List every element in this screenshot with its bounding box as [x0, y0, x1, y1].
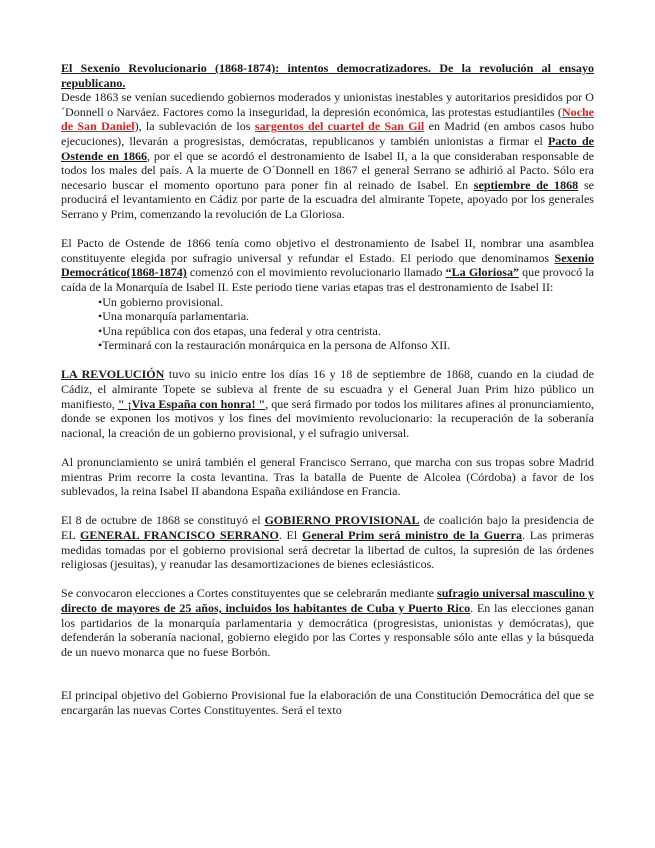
- highlight-general-serrano: GENERAL FRANCISCO SERRANO: [79, 528, 279, 542]
- paragraph-spacer: [61, 222, 594, 237]
- text-run: , por el que se acordó el destronamiento de Isabel II, a la que consideraban responsable de todos los males del país. A la muerte de O´Donnell en 1867 el general Serrano se adhirió al Pacto. Sólo era necesario buscar el momento oportuno para poner fin al reinado de Isabel. En: [61, 148, 594, 192]
- highlight-sargentos-san-gil: sargentos del cuartel de San Gil: [254, 119, 425, 134]
- text-run: que provocó la caída de la Monarquía de Isabel II. Este periodo tiene varias etapas tras el destronamiento de Isabel II:: [61, 265, 594, 294]
- text-run: en Madrid (en ambos casos hubo ejecuciones), llevarán a progresistas, demócratas, republicanos y también unionistas a firmar el: [61, 119, 595, 148]
- highlight-la-gloriosa: “La Gloriosa”: [445, 265, 520, 280]
- text-run: Se convocaron elecciones a Cortes constituyentes que se celebrarán mediante: [61, 586, 438, 601]
- highlight-noche-san-daniel: Noche de San Daniel: [61, 104, 594, 134]
- list-item: • Terminará con la restauración monárquica en la persona de Alfonso XII.: [98, 338, 594, 353]
- text-run: , que será firmado por todos los militares afines al pronunciamiento, donde se exponen los motivos y los fines del movimiento revolucionario: la recuperación de la soberanía nacional, la creación de un gobierno provisional, y el sufragio universal.: [61, 396, 594, 440]
- text-run: comenzó con el movimiento revolucionario llamado: [186, 265, 446, 280]
- text-run: Desde 1863 se venían sucediendo gobiernos moderados y unionistas inestables y autoritarios presididos por O´Donnell o Narváez. Factores como la inseguridad, la depresión económica, las protestas estudiantiles (: [61, 90, 594, 119]
- paragraph-revolucion: [61, 367, 594, 440]
- text-run: ), la sublevación de los: [134, 119, 255, 134]
- paragraph-background: [61, 90, 594, 221]
- highlight-gobierno-provisional: GOBIERNO PROVISIONAL: [264, 513, 420, 528]
- paragraph-elecciones: [61, 586, 594, 659]
- paragraph-pronunciamiento: Al pronunciamiento se unirá también el general Francisco Serrano, que marcha con sus tropas sobre Madrid mientras Prim recorre la costa levantina. Tras la batalla de Puente de Alcolea (Córdoba) a favor de los sublevados, la reina Isabel II abandona España exiliándose en Francia.: [61, 455, 594, 499]
- text-run: tuvo su inicio entre los días 16 y 18 de septiembre de 1868, cuando en la ciudad de Cádiz, el almirante Topete se subleva al frente de su escuadra y el General Juan Prim hizo público un manifiesto,: [61, 367, 595, 411]
- highlight-sufragio-universal: sufragio universal masculino y directo de mayores de 25 años, incluidos los habitantes de Cuba y Puerto Rico: [61, 586, 594, 615]
- highlight-sexenio-democratico: Sexenio Democrático(1868-1874): [61, 250, 594, 280]
- document-page: [61, 61, 594, 718]
- document-heading: El Sexenio Revolucionario (1868-1874): intentos democratizadores. De la revolución al ensayo republicano.: [61, 61, 594, 90]
- paragraph-spacer: [61, 659, 594, 688]
- text-run: de coalición bajo la presidencia de EL: [61, 513, 594, 542]
- list-item: • Una república con dos etapas, una federal y otra centrista.: [98, 324, 594, 339]
- paragraph-spacer: [61, 499, 594, 514]
- paragraph-constitucion: El principal objetivo del Gobierno Provisional fue la elaboración de una Constitución Democrática del que se encargarán las nuevas Cortes Constituyentes. Será el texto: [61, 688, 594, 717]
- list-item: • Una monarquía parlamentaria.: [98, 309, 594, 324]
- highlight-pacto-ostende: Pacto de Ostende en 1866: [61, 133, 594, 163]
- text-run: . En las elecciones ganan los partidarios de la monarquía parlamentaria y democrática (progresistas, unionistas y demócratas), que defenderán la soberanía nacional, gobierno elegido por las Cortes y responsable sólo ante ellas y la búsqueda de un nuevo monarca que no fuese Borbón.: [61, 600, 594, 659]
- highlight-septiembre-1868: septiembre de 1868: [473, 177, 579, 192]
- paragraph-pacto-ostende: [61, 236, 594, 294]
- text-run: El Pacto de Ostende de 1866 tenía como objetivo el destronamiento de Isabel II, nombrar una asamblea constituyente elegida por sufragio universal y refundar el Estado. El periodo que denominamos: [61, 236, 594, 265]
- list-item: • Un gobierno provisional.: [98, 295, 594, 310]
- text-run: se producirá el levantamiento en Cádiz por parte de la escuadra del almirante Topete, apoyado por los generales Serrano y Prim, comenzando la revolución de La Gloriosa.: [61, 177, 594, 221]
- paragraph-spacer: [61, 572, 594, 587]
- paragraph-gobierno-provisional: [61, 513, 594, 571]
- paragraph-spacer: [61, 353, 594, 368]
- text-run: . El: [278, 528, 302, 542]
- text-run: El 8 de octubre de 1868 se constituyó el: [61, 513, 265, 528]
- highlight-la-revolucion: LA REVOLUCIÓN: [61, 367, 165, 382]
- text-run: . Las primeras medidas tomadas por el gobierno provisional será decretar la libertad de cultos, la supresión de las órdenes religiosas (jesuitas), y reanudar las desamortizaciones de bienes eclesiásticos.: [61, 528, 594, 572]
- stages-list: [61, 295, 594, 353]
- highlight-general-prim: General Prim será ministro de la Guerra: [301, 528, 523, 542]
- highlight-viva-espana: " ¡Viva España con honra! ": [117, 396, 266, 411]
- paragraph-spacer: [61, 440, 594, 455]
